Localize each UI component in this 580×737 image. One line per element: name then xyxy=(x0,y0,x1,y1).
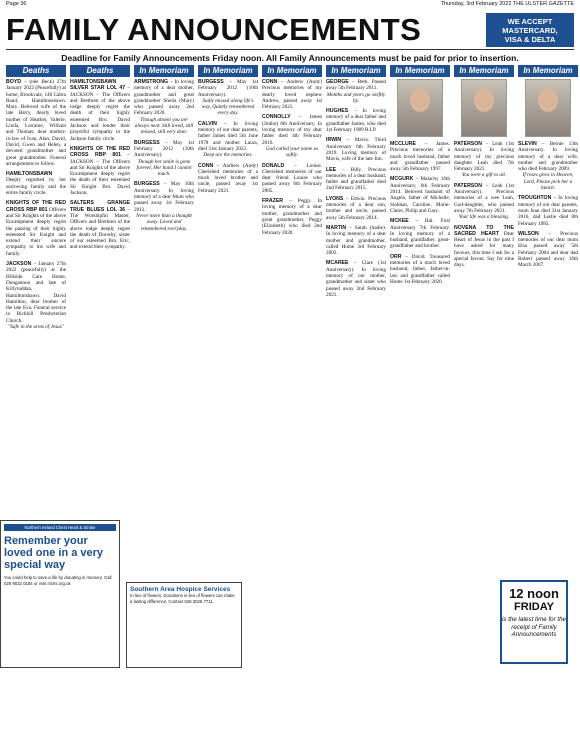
section-header: In Memoriam xyxy=(262,65,322,77)
notice-text: – JACKSON – The Officers and Brethren of the above lodge deeply regret the death of their highly esteemed Bro. David Jackson and tender their prayerful sympathy to the Jackson family circle. xyxy=(70,85,130,142)
notice-verse: If roses grow in Heaven, Lord, Please pick her a bunch. xyxy=(522,172,574,192)
notice-name: BURGESS xyxy=(134,181,160,188)
notice xyxy=(198,163,258,194)
notice-text: – (née Beck) 27th January 2022 (Peacefully) at home, Brookvale, 140 Cabra Road, Hamiltonsbawn. Mary. Beloved wife of the late Harry, dearly loved mother of Heather, Valerie, Linda, Lorraine, William and Thomas; dear mother-in-law of Ivan, Alan, David, David, Gwen and Helen, a devoted grandmother and great grandmother. Funeral arrangements to follow. xyxy=(6,79,66,167)
notice xyxy=(518,141,578,191)
page-title: FAMILY ANNOUNCEMENTS xyxy=(6,12,422,47)
notice-name: SALTERS GRANGE TRUE BLUES LOL 36 xyxy=(70,200,130,213)
notice-text: – James. Precious memories of a much loved husband, father and grandfather passed away 5th February 1997. xyxy=(390,141,450,173)
notice xyxy=(390,176,450,214)
notice-text: – January 27th 2022 (peacefully) at the Hillside Care Home, Dungannon and late of Killyruddan, Hamiltonsbawn. David Hamilton, dear brother of the late Eva. Funeral service in Richhill Presbyterian Church. xyxy=(6,261,66,324)
notice xyxy=(518,195,578,226)
notice-name: LYONS xyxy=(326,195,344,202)
cards-accepted-badge: WE ACCEPT MASTERCARD, VISA & DELTA xyxy=(486,13,574,47)
notice-verse: Though absent you are always near. Still loved, still missed, still very dear. xyxy=(134,116,194,136)
notice xyxy=(6,200,66,257)
notice xyxy=(70,79,130,142)
column-9 xyxy=(518,65,578,640)
notice xyxy=(326,260,386,298)
deadline-box: 12 noon FRIDAY is the latest time for the receipt of Family Announcements xyxy=(500,580,568,664)
notice-name: CONNOLLY xyxy=(262,114,291,121)
deadline-notice: Deadline for Family Announcements Friday noon. All Family Announcements must be paid for prior to insertion. xyxy=(61,53,519,63)
notice-text: – Precious memories of our dear mum Elsa passed away 5th February 2004 and dear dad Robert passed away 16th March 2007. xyxy=(518,230,578,269)
section-header: In Memoriam xyxy=(198,65,258,77)
notice-name: MCCLURE xyxy=(390,141,416,147)
notice-verse: Deep are the memories. xyxy=(203,152,253,159)
banner xyxy=(6,10,574,50)
column-5 xyxy=(262,65,322,733)
notice-name: PATERSON xyxy=(454,141,483,147)
notice xyxy=(6,79,66,167)
notice xyxy=(134,181,194,231)
notice-text: – Beth. Passed away 5th February 2011. xyxy=(326,79,386,92)
notice-text: – In loving memory of a dear father and grandfather James, who died 1st February 1989 R.I.P. xyxy=(326,108,386,134)
notice-verse: You were a gift to all. xyxy=(461,172,507,179)
charity-advert: Northern Ireland Chest Heart & Stroke Remember your loved one in a very special way You could help to save a life by donating in memory. Call 028 9032 0184 or visit nichs.org.uk xyxy=(0,520,120,668)
notice xyxy=(134,140,194,178)
notice-text: – Andrew (Andy) Precious memories of my dearly loved nephew Andrew, passed away 1st February 2021. xyxy=(262,79,322,111)
notice-text: – Peggy. In loving memory of a dear mother, grandmother and great grandmother, Peggy (Elizabeth) who died 2nd February 2020. xyxy=(262,198,322,236)
column-4 xyxy=(198,65,258,640)
notice-name: GEORGE xyxy=(326,79,349,85)
notice-text: – David. Treasured memories of a much loved husband, father, father-in-law and grandfather called Home 1st February 2020. xyxy=(390,253,450,285)
notice-name: BURGESS xyxy=(198,79,224,85)
notice-verse: Your life was a blessing. xyxy=(458,214,510,221)
notice-text: Deeply regretted by her sorrowing family and the entire family circle. xyxy=(6,177,66,197)
notice-text: – Mavis. Third Anniversary 6th February 2019. Loving memory of Mavis, wife of the late Jim. xyxy=(326,137,386,163)
notice-text: – The Worshipful Master, Officers and Brethren of the above lodge deeply regret the death of Dorothy, sister of our esteemed Bro. Eric, and extend their sympathy. xyxy=(70,206,130,251)
notice-verse: Sadly missed along life's way, Quietly remembered every day. xyxy=(201,97,255,117)
notice-text: – Clare (1st Anniversary). In loving memory of our mother, grandmother and sister who passed away 2nd February 2021. xyxy=(326,260,386,298)
notice-name: IRWIN xyxy=(326,137,342,144)
notice-name: LEE xyxy=(326,166,337,173)
notice-name: HUGHES xyxy=(326,108,349,115)
notice-text: Dear Heart of Jesus in the past I have asked for many favours, this time I ask for a special favour. Say for nine days. xyxy=(454,230,514,269)
page-header xyxy=(6,1,574,9)
notice xyxy=(454,183,514,221)
notice xyxy=(198,121,258,159)
notice-name: HAMILTONSBAWN xyxy=(6,171,53,178)
memorial-photo xyxy=(461,79,507,137)
notice-name: MARTIN xyxy=(326,224,347,231)
notice xyxy=(326,108,386,133)
notice xyxy=(6,171,66,196)
notice xyxy=(390,254,450,285)
notice-text: – Sarah (Sadie). In loving memory of a dear mother and grandmother, called Home 3rd February 2002. xyxy=(326,224,386,257)
notice xyxy=(262,198,322,236)
notice-name: MCGURK xyxy=(390,176,414,183)
notice-text: – In loving memory of a dear mother, grandmother and great grandmother Sheila (Mary) who passed away 2nd February 2020. xyxy=(134,79,194,117)
notice xyxy=(134,79,194,136)
notice-text: – Louise. Cherished memories of our dear friend Louise who passed away 6th February 2005. xyxy=(262,162,322,194)
notice-name: BURGESS xyxy=(134,139,160,146)
memorial-photo xyxy=(525,79,571,137)
section-header: In Memoriam xyxy=(134,65,194,77)
column-7 xyxy=(390,65,450,733)
notice-text: – Hal. First Anniversary 7th February. In loving memory of a husband, grandfather, great-grandfather and brother. xyxy=(390,218,450,250)
notice-text: – May 1st February 2012 (10th Anniversary). xyxy=(134,139,194,159)
notice-text: – Edwin. Precious memories of a dear son, brother and uncle, passed away 5th February 2014. xyxy=(326,195,386,221)
notice-name: KNIGHTS OF THE RED CROSS RBP 801 xyxy=(70,145,130,159)
notice-text: – JACKSON – The Officers and Sir Knights of the above Encampment deeply regret the death of their esteemed Sir Knight Bro. David Jackson. xyxy=(70,152,130,197)
notice-text: – Andrew (Andy) Cherished memories of a much loved brother and uncle, passed away 1st February 2021. xyxy=(198,162,258,194)
memorial-photo xyxy=(397,79,443,137)
notice-verse: God called your name so softly. xyxy=(265,145,319,159)
notice-text: – Bernie 13th Anniversary. In loving memory of a dear wife, mother and grandmother who died February 2009. xyxy=(518,141,578,173)
notice-text: – May 1st February 2012 (10th Anniversary). xyxy=(198,79,258,98)
column-1 xyxy=(6,65,66,580)
notice-name: DONALD xyxy=(262,162,285,169)
notice-text: – Leah (1st Anniversary). Precious memories of a wee Leah, God-daughter, who passed away 7th February 2021. xyxy=(454,182,514,214)
notice-name: ARMSTRONG xyxy=(134,79,169,85)
section-header: In Memoriam xyxy=(454,65,514,77)
notice-name: TROUGHTON xyxy=(518,195,552,202)
notice xyxy=(70,146,130,196)
notice xyxy=(262,163,322,194)
notice-text: – James (Jimbo) 6th Anniversary. In loving memory of my dear father died 4th February 2016. xyxy=(262,114,322,146)
notice xyxy=(326,196,386,221)
notice-text: – In loving memory of our dear parents, father James died 5th June 1978 and mother Laura, died 31st January 2022. xyxy=(198,120,258,152)
column-6 xyxy=(326,65,386,733)
page-date: Thursday, 3rd February 2022 THE ULSTER GAZETTE xyxy=(440,1,574,7)
notice-text: Officers and Sir Knights of the above Encampment deeply regret the passing of their highly esteemed Sir Knight and extend their sincere sympathy to his wife and family. xyxy=(6,206,66,257)
notice-name: FRAZER xyxy=(262,198,284,205)
notice-text: – In loving memory of our dear parents, mum Jean died 31st January 2016, dad Leslie died 8th February 1983. xyxy=(518,195,578,227)
section-header: In Memoriam xyxy=(390,65,450,77)
notice-name: KNIGHTS OF THE RED CROSS RBP 801 xyxy=(6,200,66,213)
notice xyxy=(518,231,578,269)
notice xyxy=(198,79,258,117)
notice-text: – Malachy 16th Anniversary. 6th February 2014. Beloved husband of Angela, father of Michelle, Siobhan, Caroline, Marie-Claire, Philip and Gary. xyxy=(390,176,450,214)
notice xyxy=(326,79,386,104)
notice-verse: Months and years go swiftly by. xyxy=(326,91,386,104)
section-header: In Memoriam xyxy=(518,65,578,77)
notice-name: JACKSON xyxy=(6,261,32,268)
hospice-advert: Southern Area Hospice Services In lieu of flowers. Donations in lieu of flowers can make a lasting difference. Contact 028 3026 7711. xyxy=(126,582,242,668)
notice xyxy=(390,218,450,249)
notice-text: – Leah (1st Anniversary). In loving memory of my precious daughter Leah died 7th February 2021. xyxy=(454,141,514,173)
notice xyxy=(326,225,386,256)
notice xyxy=(6,261,66,330)
notice-name: NOVENA TO THE SACRED HEART xyxy=(454,224,514,237)
notice xyxy=(454,141,514,179)
notice xyxy=(70,200,130,250)
notice-name: CONN xyxy=(262,79,278,85)
section-header: Deaths xyxy=(6,65,66,77)
notice xyxy=(326,167,386,192)
notice xyxy=(262,114,322,158)
notice-verse: Never more than a thought away. Loved and remembered everyday. xyxy=(136,212,192,232)
notice xyxy=(390,141,450,172)
notice-name: PATERSON xyxy=(454,182,483,189)
column-2 xyxy=(70,65,130,580)
notice-name: CALVIN xyxy=(198,120,217,127)
notice-verse: "Safe in the arms of Jesus" xyxy=(8,323,64,330)
notice xyxy=(454,225,514,269)
section-header: Deaths xyxy=(70,65,130,77)
notice-name: WILSON xyxy=(518,230,539,237)
notice-verse: Though her smile is gone forever, Her hand I cannot touch. xyxy=(136,158,192,178)
notice-name: BOYD xyxy=(6,79,21,85)
notice-name: SLEVIN xyxy=(518,141,537,147)
notice xyxy=(326,137,386,162)
notice-name: MCAREE xyxy=(326,260,349,267)
notice-text: – Billy. Precious memories of a dear husband, father and grandfather died 2nd February 2015. xyxy=(326,166,386,192)
notice-name: CONN xyxy=(198,162,214,169)
notice-name: HAMILTONSBAWN SILVER STAR LOL 47 xyxy=(70,79,126,92)
section-header: In Memoriam xyxy=(326,65,386,77)
notice-name: MCKEE xyxy=(390,218,409,225)
notice xyxy=(262,79,322,110)
column-3 xyxy=(134,65,194,640)
notice-text: – May 10th Anniversary. In loving memory of a dear Mum who passed away 1st February 2012. xyxy=(134,181,194,213)
notice-name: ORR xyxy=(390,253,402,260)
page-number: Page 36 xyxy=(6,1,27,7)
